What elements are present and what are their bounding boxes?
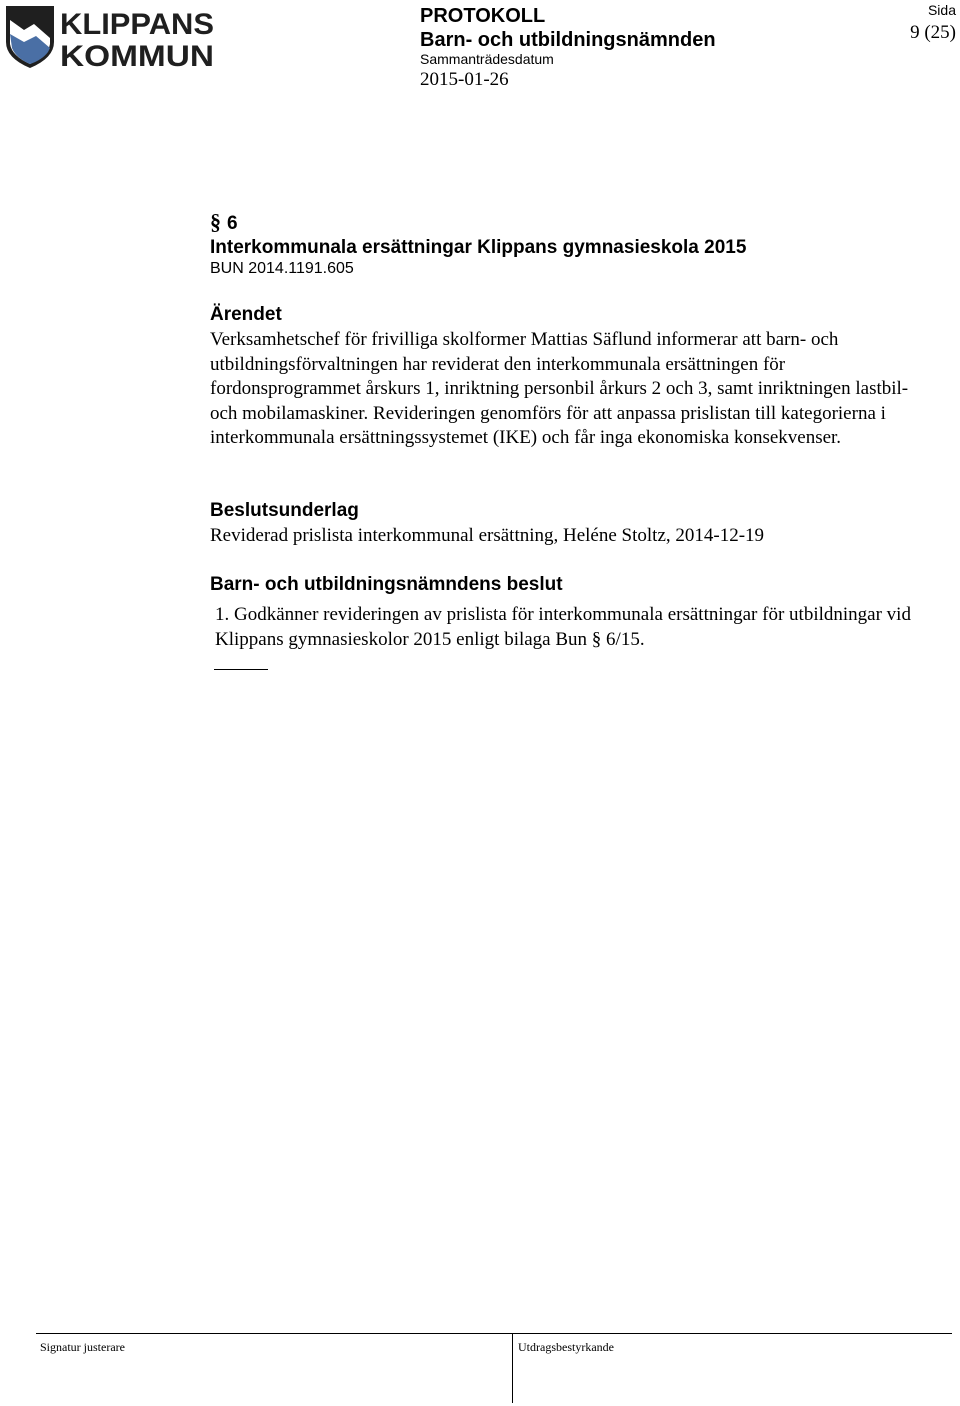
logo-text-line1: KLIPPANS	[60, 8, 215, 41]
section-number-value: 6	[227, 213, 238, 234]
extract-label: Utdragsbestyrkande	[518, 1340, 614, 1354]
beslut-heading: Barn- och utbildningsnämndens beslut	[210, 574, 563, 595]
beslutsunderlag-text	[210, 524, 932, 549]
footer-divider	[512, 1333, 513, 1403]
meeting-date-label: Sammanträdesdatum	[420, 51, 554, 67]
footer-rule	[36, 1333, 952, 1334]
section-symbol: §	[210, 209, 221, 234]
page-number: 9 (25)	[910, 22, 956, 43]
logo-text-line2: KOMMUN	[60, 40, 214, 70]
beslut-list	[215, 603, 915, 652]
signature-label: Signatur justerare	[40, 1340, 125, 1354]
committee-name: Barn- och utbildningsnämnden	[420, 29, 716, 51]
end-rule	[214, 669, 268, 670]
document-type: PROTOKOLL	[420, 5, 546, 27]
arendet-text	[210, 328, 932, 451]
beslutsunderlag-heading: Beslutsunderlag	[210, 500, 359, 521]
section-number	[210, 210, 238, 236]
klippans-kommun-logo	[4, 4, 216, 70]
arendet-paragraph: Verksamhetschef för frivilliga skolformer Mattias Säflund informerar att barn- och utbildningsförvaltningen har reviderat den interkommunala ersättningen för fordonsprogrammet årskurs 1, inriktning personbil årkurs 2 och 3, samt inriktningen lastbil- och mobilamaskiner. Revideringen genomförs för att anpassa prislistan till kategorierna i interkommunala ersättningssystemet (IKE) och får inga ekonomiska konsekvenser.	[210, 329, 909, 449]
meeting-date: 2015-01-26	[420, 69, 509, 90]
logo-shield-icon	[6, 6, 54, 68]
beslutsunderlag-paragraph: Reviderad prislista interkommunal ersättning, Heléne Stoltz, 2014-12-19	[210, 525, 765, 546]
page-label: Sida	[927, 2, 956, 18]
section-title: Interkommunala ersättningar Klippans gymnasieskola 2015	[210, 237, 747, 258]
diarienummer: BUN 2014.1191.605	[210, 260, 354, 277]
arendet-heading: Ärendet	[210, 304, 282, 325]
beslut-item: 1. Godkänner revideringen av prislista för interkommunala ersättningar för utbildningar vid Klippans gymnasieskolor 2015 enligt bilaga Bun § 6/15.	[215, 604, 911, 650]
